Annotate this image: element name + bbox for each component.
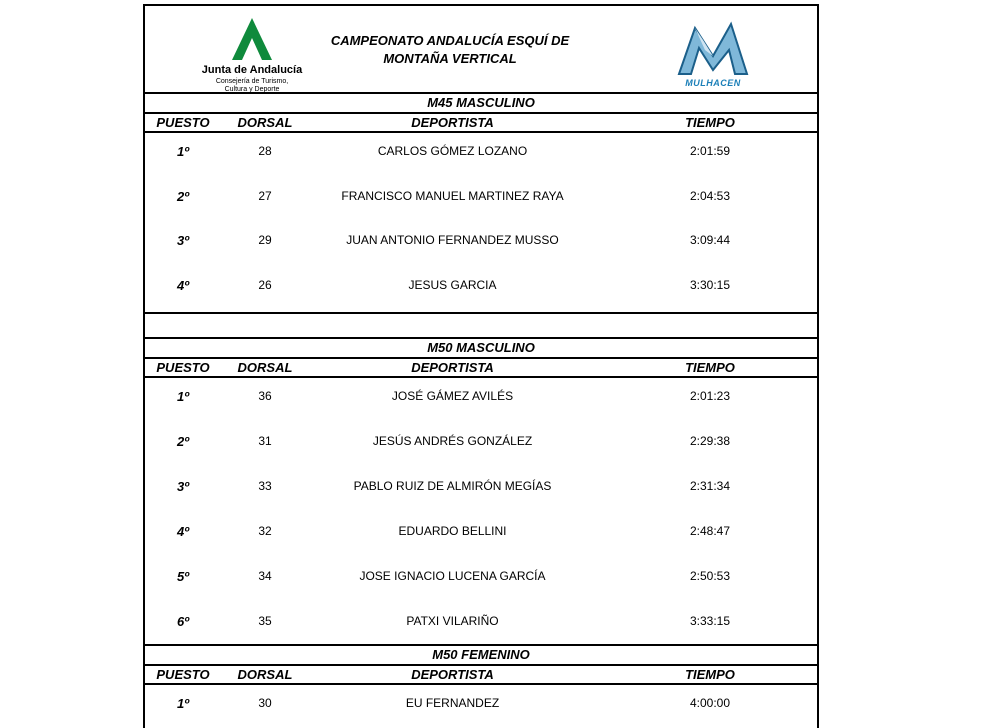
club-name: MULHACEN xyxy=(685,78,741,88)
result-puesto: 1º xyxy=(177,389,189,404)
title-line: MONTAÑA VERTICAL xyxy=(383,51,517,66)
column-header-tiempo: TIEMPO xyxy=(685,360,735,375)
result-deportista: EDUARDO BELLINI xyxy=(398,523,507,538)
result-deportista: JESÚS ANDRÉS GONZÁLEZ xyxy=(372,433,533,448)
result-tiempo: 2:31:34 xyxy=(689,478,731,493)
result-deportista: JUAN ANTONIO FERNANDEZ MUSSO xyxy=(346,233,559,247)
result-dorsal: 31 xyxy=(258,433,272,448)
result-dorsal: 32 xyxy=(258,523,272,538)
column-header-deportista: DEPORTISTA xyxy=(411,360,494,375)
result-deportista: EU FERNANDEZ xyxy=(405,696,500,710)
mountain-m-icon xyxy=(673,20,753,78)
result-puesto: 3º xyxy=(177,478,189,494)
section-title: M50 FEMENINO xyxy=(432,647,530,662)
title-line: CAMPEONATO ANDALUCÍA ESQUÍ DE xyxy=(330,33,570,48)
column-header-dorsal: DORSAL xyxy=(237,667,293,682)
result-deportista: FRANCISCO MANUEL MARTINEZ RAYA xyxy=(341,188,564,203)
section-bottom-rule xyxy=(145,312,817,314)
column-header-puesto: PUESTO xyxy=(156,360,210,375)
column-header-tiempo: TIEMPO xyxy=(685,115,735,130)
result-deportista: PATXI VILARIÑO xyxy=(406,613,499,628)
junta-subtitle-line: Consejería de Turismo, xyxy=(215,78,289,85)
column-header-dorsal: DORSAL xyxy=(237,360,293,375)
result-tiempo: 3:33:15 xyxy=(689,613,731,628)
result-tiempo: 3:09:44 xyxy=(689,233,731,247)
result-dorsal: 36 xyxy=(258,389,272,403)
results-sheet xyxy=(143,4,819,728)
document-title xyxy=(315,32,585,68)
document-header xyxy=(145,6,817,96)
junta-name: Junta de Andalucía xyxy=(201,64,303,76)
result-dorsal: 27 xyxy=(258,188,272,203)
result-tiempo: 2:01:59 xyxy=(689,144,731,158)
result-deportista: JOSE IGNACIO LUCENA GARCÍA xyxy=(359,568,546,583)
column-header-puesto: PUESTO xyxy=(156,667,210,682)
result-dorsal: 33 xyxy=(258,478,272,493)
result-dorsal: 28 xyxy=(258,144,272,158)
section-top-rule xyxy=(145,92,817,94)
section-top-rule xyxy=(145,644,817,646)
result-puesto: 3º xyxy=(177,233,189,248)
result-puesto: 6º xyxy=(177,613,189,629)
junta-logo xyxy=(187,14,317,94)
result-puesto: 5º xyxy=(177,568,189,584)
result-tiempo: 2:50:53 xyxy=(689,568,731,583)
result-dorsal: 26 xyxy=(258,277,272,292)
result-puesto: 2º xyxy=(177,433,189,449)
result-puesto: 2º xyxy=(177,188,189,204)
section-title: M45 MASCULINO xyxy=(427,95,535,110)
result-puesto: 1º xyxy=(177,696,189,711)
junta-subtitle-line: Cultura y Deporte xyxy=(224,86,280,93)
result-tiempo: 3:30:15 xyxy=(689,277,731,292)
result-dorsal: 29 xyxy=(258,233,272,247)
result-tiempo: 2:01:23 xyxy=(689,389,731,403)
section-title-rule xyxy=(145,357,817,359)
result-deportista: JESUS GARCIA xyxy=(408,277,497,292)
column-header-deportista: DEPORTISTA xyxy=(411,667,494,682)
result-deportista: CARLOS GÓMEZ LOZANO xyxy=(377,144,528,158)
section-title-rule xyxy=(145,664,817,666)
result-tiempo: 2:04:53 xyxy=(689,188,731,203)
result-puesto: 4º xyxy=(177,277,189,293)
section-top-rule xyxy=(145,337,817,339)
result-deportista: PABLO RUIZ DE ALMIRÓN MEGÍAS xyxy=(353,478,552,493)
result-tiempo: 2:29:38 xyxy=(689,433,731,448)
section-title-rule xyxy=(145,112,817,114)
club-logo xyxy=(673,20,753,92)
result-puesto: 4º xyxy=(177,523,189,539)
result-dorsal: 34 xyxy=(258,568,272,583)
result-deportista: JOSÉ GÁMEZ AVILÉS xyxy=(391,389,514,403)
column-header-rule xyxy=(145,131,817,133)
result-tiempo: 2:48:47 xyxy=(689,523,731,538)
result-dorsal: 35 xyxy=(258,613,272,628)
result-puesto: 1º xyxy=(177,144,189,159)
result-dorsal: 30 xyxy=(258,696,272,710)
section-title: M50 MASCULINO xyxy=(427,340,535,355)
junta-emblem-icon xyxy=(187,14,317,64)
column-header-tiempo: TIEMPO xyxy=(685,667,735,682)
column-header-puesto: PUESTO xyxy=(156,115,210,130)
column-header-rule xyxy=(145,376,817,378)
result-tiempo: 4:00:00 xyxy=(689,696,731,710)
column-header-deportista: DEPORTISTA xyxy=(411,115,494,130)
column-header-rule xyxy=(145,683,817,685)
column-header-dorsal: DORSAL xyxy=(237,115,293,130)
